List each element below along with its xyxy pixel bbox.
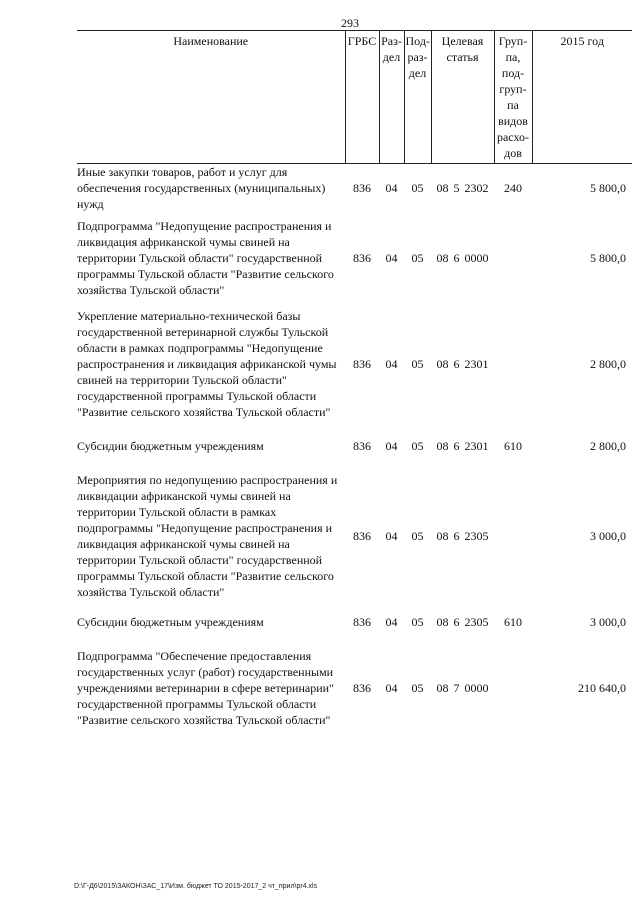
tselevaya-statya-part: 6: [453, 615, 460, 629]
row-vid-rashodov: 610: [504, 439, 522, 453]
table-row: [77, 648, 632, 728]
header-year: [532, 31, 632, 164]
row-name: Иные закупки товаров, работ и услуг для обеспечения государственных (муниципальных) нужд: [77, 165, 326, 211]
row-grbs: 836: [353, 357, 371, 371]
row-spacer: [77, 600, 632, 614]
row-podrazdel: 05: [411, 439, 424, 453]
table-row: [77, 614, 632, 630]
table-header-row: [77, 31, 632, 164]
tselevaya-statya-part: 0000: [464, 251, 489, 265]
row-amount: 3 000,0: [590, 615, 626, 629]
tselevaya-statya-part: 6: [453, 439, 460, 453]
row-razdel: 04: [385, 357, 398, 371]
header-gruppa-text: Груп- па, под- груп- па видов расхо- дов: [496, 34, 530, 160]
tselevaya-statya-part: 08: [436, 439, 449, 453]
row-podrazdel: 05: [411, 615, 424, 629]
table-body: [77, 164, 632, 729]
tselevaya-statya-part: 6: [453, 529, 460, 543]
row-amount: 210 640,0: [578, 681, 626, 695]
row-podrazdel: 05: [411, 181, 424, 195]
row-grbs: 836: [353, 615, 371, 629]
row-razdel: 04: [385, 681, 398, 695]
row-name: Субсидии бюджетным учреждениям: [77, 439, 264, 453]
row-amount: 2 800,0: [590, 439, 626, 453]
row-grbs: 836: [353, 181, 371, 195]
row-razdel: 04: [385, 615, 398, 629]
row-vid-rashodov: 240: [504, 181, 522, 195]
tselevaya-statya-part: 7: [453, 681, 460, 695]
header-razdel: [379, 31, 404, 164]
row-grbs: 836: [353, 681, 371, 695]
tselevaya-statya-part: 6: [453, 357, 460, 371]
header-tselevaya: [431, 31, 494, 164]
row-name: Субсидии бюджетным учреждениям: [77, 615, 264, 629]
tselevaya-statya-part: 2301: [464, 439, 489, 453]
tselevaya-statya-part: 2301: [464, 357, 489, 371]
row-grbs: 836: [353, 439, 371, 453]
tselevaya-statya-part: 08: [436, 181, 449, 195]
tselevaya-statya-part: 08: [436, 251, 449, 265]
row-name: Подпрограмма "Недопущение распространения и ликвидация африканской чумы свиней на территории Тульской области" государственной программы Тульской области "Развитие сельского хозяйства Тульской области": [77, 219, 334, 297]
row-spacer: [77, 454, 632, 472]
header-gruppa: [494, 31, 532, 164]
table-row: [77, 218, 632, 298]
header-year-text: 2015 год: [560, 34, 604, 48]
header-podrazdel-text: Под- раз- дел: [405, 34, 430, 80]
row-amount: 5 800,0: [590, 181, 626, 195]
tselevaya-statya-part: 6: [453, 251, 460, 265]
header-razdel-text: Раз- дел: [381, 34, 402, 64]
row-razdel: 04: [385, 181, 398, 195]
header-podrazdel: [404, 31, 431, 164]
tselevaya-statya-part: 5: [453, 181, 460, 195]
table-row: [77, 438, 632, 454]
row-vid-rashodov: [494, 218, 532, 298]
row-tselevaya-statya: [431, 218, 494, 298]
header-grbs: [345, 31, 379, 164]
header-tselevaya-text: Целевая статья: [441, 34, 484, 64]
header-name-text: Наименование: [173, 34, 249, 48]
tselevaya-statya-part: 2305: [464, 529, 489, 543]
tselevaya-statya-part: 08: [436, 681, 449, 695]
row-name: Мероприятия по недопущению распространения и ликвидации африканской чумы свиней на территории Тульской области в рамках подпрограммы "Недопущение распространения и ликвидация африканской чумы свиней на территории Тульской области" государственной программы Тульской области "Развитие сельского хозяйства Тульской области": [77, 473, 338, 599]
row-grbs: 836: [353, 251, 371, 265]
tselevaya-statya-part: 2302: [464, 181, 489, 195]
row-tselevaya-statya: [431, 438, 494, 454]
row-name: Подпрограмма "Обеспечение предоставления государственных услуг (работ) государственными учреждениями ветеринарии в сфере ветеринарии" государственной программы Тульской области "Развитие сельского хозяйства Тульской области": [77, 649, 334, 727]
tselevaya-statya-part: 08: [436, 529, 449, 543]
row-amount: 5 800,0: [590, 251, 626, 265]
tselevaya-statya-part: 08: [436, 615, 449, 629]
row-tselevaya-statya: [431, 308, 494, 420]
row-grbs: 836: [353, 529, 371, 543]
table-row: [77, 472, 632, 600]
row-tselevaya-statya: [431, 614, 494, 630]
row-podrazdel: 05: [411, 529, 424, 543]
row-name: Укрепление материально-технической базы государственной ветеринарной службы Тульской области в рамках подпрограммы "Недопущение распространения и ликвидация африканской чумы свиней на территории Тульской области" государственной программы Тульской области "Развитие сельского хозяйства Тульской области": [77, 309, 337, 419]
row-podrazdel: 05: [411, 251, 424, 265]
tselevaya-statya-part: 08: [436, 357, 449, 371]
page-number: 293: [341, 16, 359, 30]
header-name: [77, 31, 345, 164]
budget-table: [77, 30, 632, 728]
table-row: [77, 308, 632, 420]
row-spacer: [77, 630, 632, 648]
tselevaya-statya-part: 0000: [464, 681, 489, 695]
row-podrazdel: 05: [411, 681, 424, 695]
row-spacer: [77, 420, 632, 438]
row-amount: 3 000,0: [590, 529, 626, 543]
row-vid-rashodov: [494, 308, 532, 420]
header-grbs-text: ГРБС: [347, 34, 377, 48]
row-vid-rashodov: [494, 648, 532, 728]
row-vid-rashodov: [494, 472, 532, 600]
footer-file-path: D:\Г-Д6\2015\ЗАКОН\ЗАС_17\Изм. бюджет ТО 2015-2017_2 чт_прил\pr4.xls: [74, 883, 318, 890]
row-tselevaya-statya: [431, 648, 494, 728]
row-razdel: 04: [385, 439, 398, 453]
row-spacer: [77, 298, 632, 308]
row-podrazdel: 05: [411, 357, 424, 371]
row-tselevaya-statya: [431, 164, 494, 213]
row-vid-rashodov: 610: [504, 615, 522, 629]
table-row: [77, 164, 632, 213]
row-tselevaya-statya: [431, 472, 494, 600]
row-razdel: 04: [385, 251, 398, 265]
row-razdel: 04: [385, 529, 398, 543]
tselevaya-statya-part: 2305: [464, 615, 489, 629]
row-amount: 2 800,0: [590, 357, 626, 371]
